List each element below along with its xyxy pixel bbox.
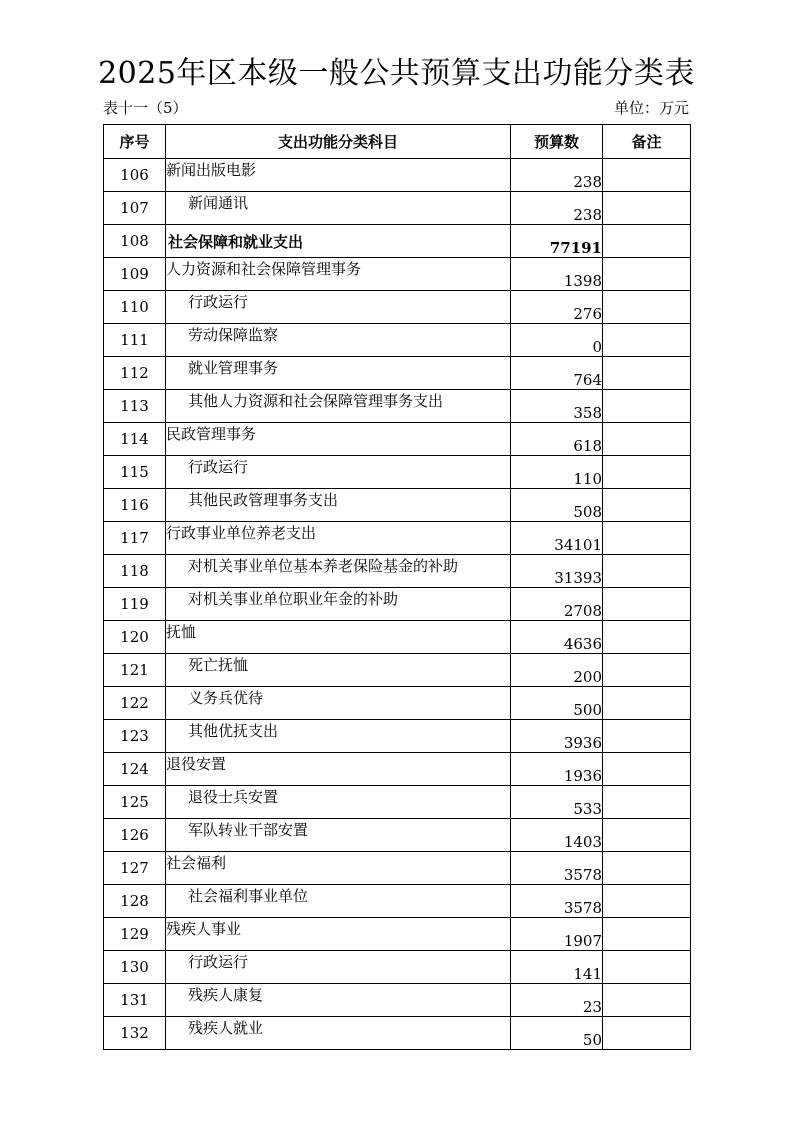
row-category: 退役安置 — [166, 753, 511, 786]
row-note — [603, 753, 691, 786]
row-amount: 358 — [511, 390, 603, 423]
row-amount: 3936 — [511, 720, 603, 753]
row-category: 行政运行 — [166, 456, 511, 489]
table-row — [104, 357, 691, 390]
budget-table — [103, 124, 691, 1050]
table-body — [104, 159, 691, 1050]
table-row — [104, 489, 691, 522]
table-row — [104, 786, 691, 819]
row-amount: 1907 — [511, 918, 603, 951]
row-category: 死亡抚恤 — [166, 654, 511, 687]
row-number: 122 — [104, 687, 166, 720]
table-row — [104, 1017, 691, 1050]
row-note — [603, 885, 691, 918]
table-row — [104, 951, 691, 984]
row-note — [603, 984, 691, 1017]
row-amount: 3578 — [511, 885, 603, 918]
row-amount: 23 — [511, 984, 603, 1017]
row-note — [603, 225, 691, 258]
row-number: 118 — [104, 555, 166, 588]
row-category: 新闻出版电影 — [166, 159, 511, 192]
table-id: 表十一（5） — [103, 99, 188, 117]
row-category: 对机关事业单位职业年金的补助 — [166, 588, 511, 621]
row-amount: 200 — [511, 654, 603, 687]
row-amount: 3578 — [511, 852, 603, 885]
row-category: 残疾人就业 — [166, 1017, 511, 1050]
row-number: 110 — [104, 291, 166, 324]
table-row — [104, 885, 691, 918]
row-category: 人力资源和社会保障管理事务 — [166, 258, 511, 291]
table-row — [104, 720, 691, 753]
row-amount: 34101 — [511, 522, 603, 555]
row-note — [603, 291, 691, 324]
table-row — [104, 324, 691, 357]
header-name: 支出功能分类科目 — [166, 125, 511, 159]
row-category: 残疾人康复 — [166, 984, 511, 1017]
row-number: 112 — [104, 357, 166, 390]
row-number: 114 — [104, 423, 166, 456]
row-category: 抚恤 — [166, 621, 511, 654]
row-category: 对机关事业单位基本养老保险基金的补助 — [166, 555, 511, 588]
table-row — [104, 654, 691, 687]
row-amount: 276 — [511, 291, 603, 324]
row-amount: 238 — [511, 192, 603, 225]
row-number: 115 — [104, 456, 166, 489]
row-note — [603, 390, 691, 423]
table-row — [104, 159, 691, 192]
row-number: 117 — [104, 522, 166, 555]
row-number: 130 — [104, 951, 166, 984]
row-category: 义务兵优待 — [166, 687, 511, 720]
row-number: 116 — [104, 489, 166, 522]
header-amount: 预算数 — [511, 125, 603, 159]
table-row — [104, 225, 691, 258]
row-number: 111 — [104, 324, 166, 357]
row-number: 123 — [104, 720, 166, 753]
row-note — [603, 819, 691, 852]
table-row — [104, 588, 691, 621]
row-note — [603, 555, 691, 588]
row-note — [603, 786, 691, 819]
row-note — [603, 159, 691, 192]
table-row — [104, 621, 691, 654]
unit-label: 单位：万元 — [613, 99, 689, 117]
table-row — [104, 984, 691, 1017]
row-note — [603, 852, 691, 885]
table-row — [104, 753, 691, 786]
row-amount: 110 — [511, 456, 603, 489]
table-row — [104, 819, 691, 852]
row-amount: 1398 — [511, 258, 603, 291]
row-category: 其他人力资源和社会保障管理事务支出 — [166, 390, 511, 423]
row-note — [603, 621, 691, 654]
row-note — [603, 423, 691, 456]
row-number: 108 — [104, 225, 166, 258]
row-amount: 1936 — [511, 753, 603, 786]
row-number: 121 — [104, 654, 166, 687]
row-number: 126 — [104, 819, 166, 852]
row-category: 劳动保障监察 — [166, 324, 511, 357]
table-row — [104, 918, 691, 951]
row-amount: 50 — [511, 1017, 603, 1050]
table-row — [104, 192, 691, 225]
row-amount: 77191 — [511, 225, 603, 258]
row-note — [603, 951, 691, 984]
row-number: 120 — [104, 621, 166, 654]
row-number: 113 — [104, 390, 166, 423]
row-note — [603, 720, 691, 753]
row-note — [603, 192, 691, 225]
row-note — [603, 687, 691, 720]
table-row — [104, 390, 691, 423]
table-row — [104, 852, 691, 885]
row-amount: 0 — [511, 324, 603, 357]
row-category: 社会保障和就业支出 — [166, 225, 511, 258]
row-number: 132 — [104, 1017, 166, 1050]
row-number: 131 — [104, 984, 166, 1017]
table-row — [104, 456, 691, 489]
header-note: 备注 — [603, 125, 691, 159]
row-note — [603, 456, 691, 489]
row-note — [603, 489, 691, 522]
row-number: 129 — [104, 918, 166, 951]
row-amount: 508 — [511, 489, 603, 522]
table-row — [104, 522, 691, 555]
header-row — [104, 125, 691, 159]
row-amount: 764 — [511, 357, 603, 390]
row-note — [603, 324, 691, 357]
row-amount: 2708 — [511, 588, 603, 621]
row-note — [603, 1017, 691, 1050]
row-amount: 4636 — [511, 621, 603, 654]
row-category: 就业管理事务 — [166, 357, 511, 390]
table-row — [104, 555, 691, 588]
row-note — [603, 522, 691, 555]
row-amount: 1403 — [511, 819, 603, 852]
row-category: 社会福利 — [166, 852, 511, 885]
row-amount: 618 — [511, 423, 603, 456]
row-category: 退役士兵安置 — [166, 786, 511, 819]
row-category: 新闻通讯 — [166, 192, 511, 225]
row-category: 行政运行 — [166, 951, 511, 984]
row-category: 民政管理事务 — [166, 423, 511, 456]
row-category: 其他优抚支出 — [166, 720, 511, 753]
row-category: 其他民政管理事务支出 — [166, 489, 511, 522]
row-note — [603, 918, 691, 951]
row-number: 109 — [104, 258, 166, 291]
row-number: 106 — [104, 159, 166, 192]
row-amount: 500 — [511, 687, 603, 720]
row-number: 127 — [104, 852, 166, 885]
row-note — [603, 357, 691, 390]
header-no: 序号 — [104, 125, 166, 159]
row-note — [603, 654, 691, 687]
row-number: 124 — [104, 753, 166, 786]
row-note — [603, 588, 691, 621]
row-category: 社会福利事业单位 — [166, 885, 511, 918]
row-number: 119 — [104, 588, 166, 621]
table-row — [104, 687, 691, 720]
row-amount: 533 — [511, 786, 603, 819]
row-number: 128 — [104, 885, 166, 918]
row-amount: 238 — [511, 159, 603, 192]
row-amount: 141 — [511, 951, 603, 984]
row-number: 107 — [104, 192, 166, 225]
table-row — [104, 423, 691, 456]
row-note — [603, 258, 691, 291]
table-row — [104, 258, 691, 291]
row-amount: 31393 — [511, 555, 603, 588]
table-row — [104, 291, 691, 324]
row-number: 125 — [104, 786, 166, 819]
row-category: 行政事业单位养老支出 — [166, 522, 511, 555]
row-category: 军队转业干部安置 — [166, 819, 511, 852]
page-title: 2025年区本级一般公共预算支出功能分类表 — [98, 56, 695, 91]
row-category: 残疾人事业 — [166, 918, 511, 951]
row-category: 行政运行 — [166, 291, 511, 324]
